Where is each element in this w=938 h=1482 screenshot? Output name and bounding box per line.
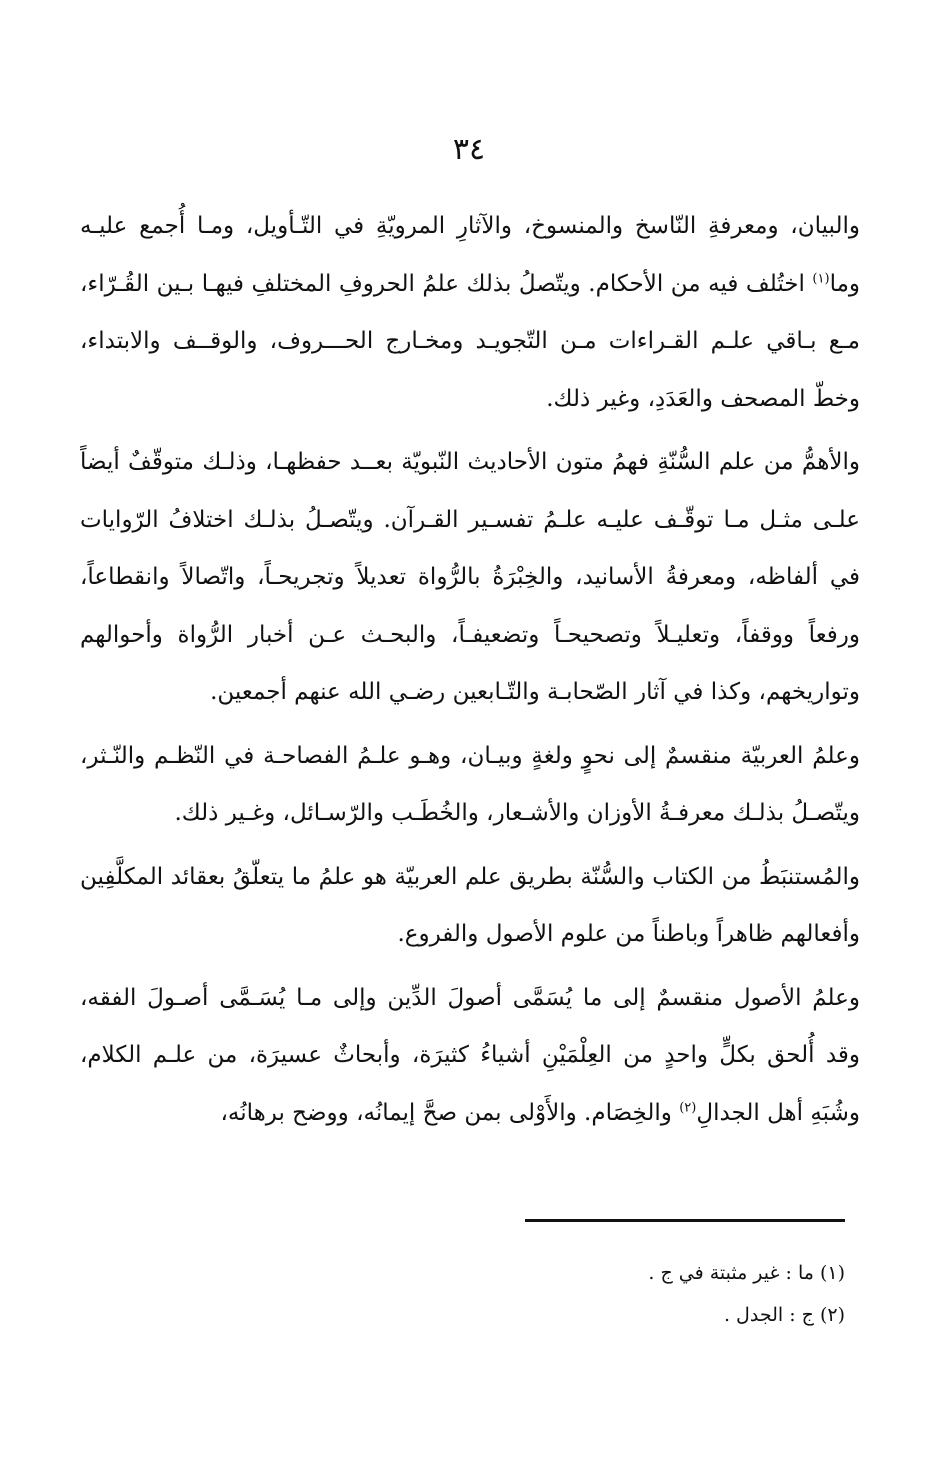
footnote-divider: [525, 1219, 845, 1222]
paragraph-text: والأهمُّ من علم السُّنّةِ فهمُ متون الأحاديث النّبويّة بعــد حفظهـا، وذلـك متوقّفٌ أيضاً علـى مثـل مـا توقّـف عليـه علـمُ تفسـير القـرآن. ويتّصـلُ بذلـك اختلافُ الرّوايات في ألفاظه، ومعرفةُ الأسانيد، والخِبْرَةُ بالرُّواة تعديلاً وتجريحـاً، واتّصالاً وانقطاعاً، ورفعاً ووقفاً، وتعليـلاً وتصحيحـاً وتضعيفـاً، والبحـث عـن أخبار الرُّواة وأحوالهم وتواريخهم، وكذا في آثار الصّحابـة والتّـابعين رضـي الله عنهم أجمعين.: [80, 449, 860, 705]
paragraph-text: اختُلف فيه من الأحكام. ويتّصلُ بذلك علمُ الحروفِ المختلفِ فيهـا بـين القُـرّاء، مـع بـاقي علـم القـراءات مـن التّجويـد ومخـارج الحـــروف، والوقــف والابتداء، وخطّ المصحف والعَدَدِ، وغير ذلك.: [80, 270, 860, 412]
paragraph-arabic-sciences: [80, 728, 860, 843]
footnote-marker: (١): [812, 270, 830, 286]
page-number: ٣٤: [452, 132, 486, 167]
footnote-1: (١) ما : غير مثبتة في ج .: [648, 1262, 845, 1284]
paragraph-usul-sciences: [80, 970, 860, 1143]
paragraph-quran-sciences: [80, 198, 860, 428]
footnote-2: (٢) ج : الجدل .: [723, 1304, 845, 1326]
paragraph-text: والبيان، ومعرفةِ النّاسخ والمنسوخ، والآثارِ المرويّةِ في التّـأويل، ومـا أُجمع عليـه وما: [80, 213, 860, 297]
paragraph-text: وعلمُ الأصول منقسمٌ إلى ما يُسَمَّى أصولَ الدِّين وإلى مـا يُسَـمَّى أصـولَ الفقه، وقد أُلحق بكلٍّ واحدٍ من العِلْمَيْنِ أشياءُ كثيرَة، وأبحاثٌ عسيرَة، من علـم الكلام، وشُبَهِ أهل الجدالِ: [80, 984, 860, 1126]
paragraph-derived-sciences: [80, 849, 860, 964]
footnotes: [80, 1252, 845, 1336]
body-text: [80, 198, 860, 1142]
footnote-marker: (٢): [679, 1099, 697, 1115]
paragraph-text: وعلمُ العربيّة منقسمٌ إلى نحوٍ ولغةٍ وبيـان، وهـو علـمُ الفصاحـة في النّظـم والنّـثر، ويتّصـلُ بذلـك معرفـةُ الأوزان والأشـعار، والخُطَـب والرّسـائل، وغـير ذلك.: [80, 742, 860, 826]
paragraph-text: والخِصَام. والأَوْلى بمن صحَّ إيمانُه، ووضح برهانُه،: [220, 1099, 680, 1126]
paragraph-sunnah-sciences: [80, 434, 860, 722]
paragraph-text: والمُستنبَطُ من الكتاب والسُّنّة بطريق علم العربيّة هو علمُ ما يتعلّقُ بعقائد المكلَّفِين وأفعالهم ظاهراً وباطناً من علوم الأصول والفروع.: [80, 863, 860, 947]
